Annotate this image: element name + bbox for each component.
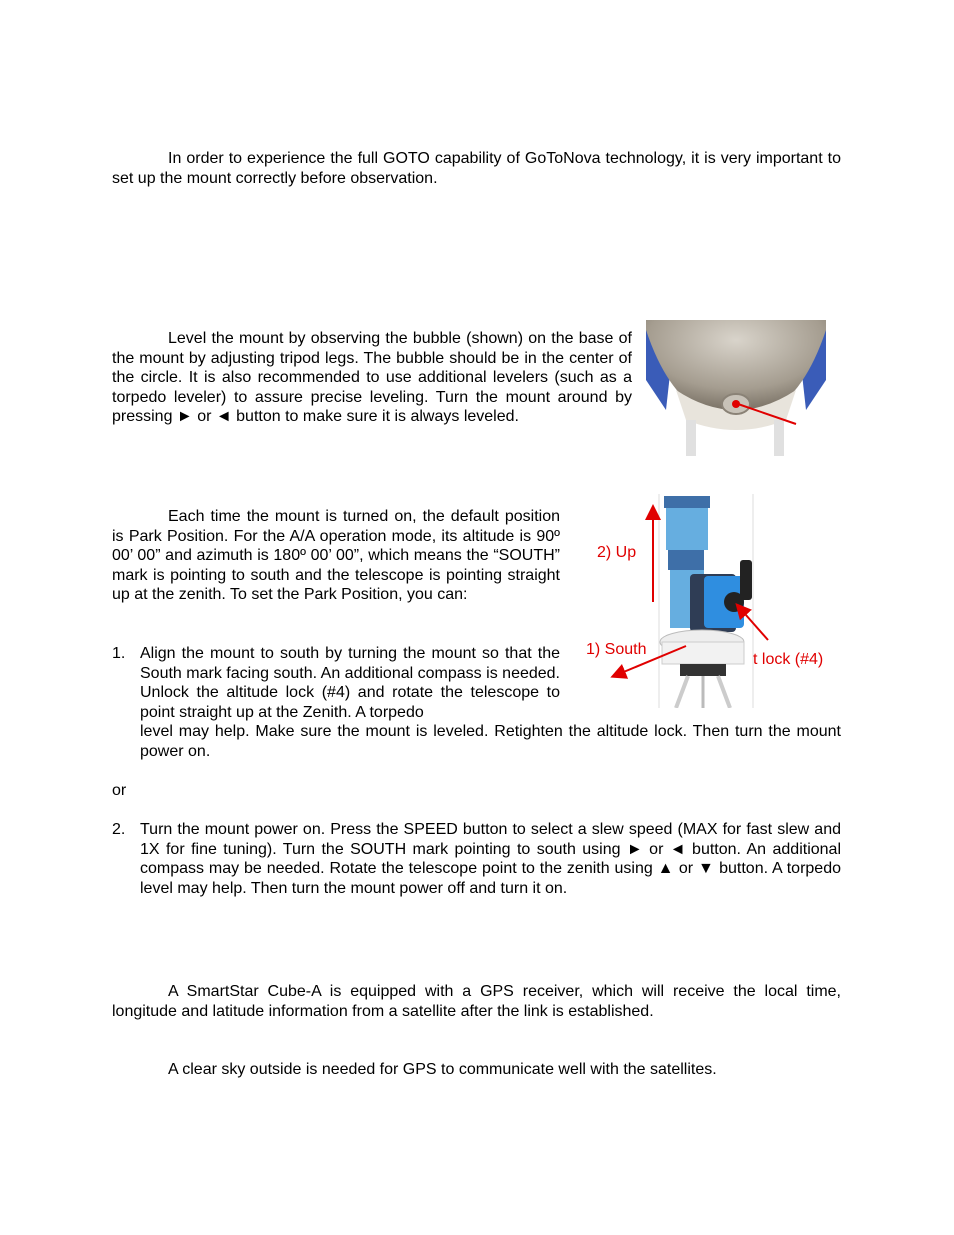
bubble-level-photo xyxy=(646,320,826,456)
list-item-2: Turn the mount power on. Press the SPEED button to select a slew speed (MAX for fast slew and 1X for fine tuning). Turn the SOUTH mark pointing to south using ► or ◄ button. An additional compass may be needed. Rotate the telescope point to the zenith using ▲ or ▼ button. A torpedo level may help. Then turn the mount power off and turn it on. xyxy=(140,821,841,897)
label-altitude-lock: t lock (#4) xyxy=(753,651,824,668)
intro-paragraph: In order to experience the full GOTO capability of GoToNova technology, it is very important to set up the mount correctly before observation. xyxy=(112,150,841,187)
telescope-park-figure xyxy=(580,494,835,708)
list-item-1-top: Align the mount to south by turning the mount so that the South mark facing south. An additional compass is needed. Unlock the altitude lock (#4) and rotate the telescope to point straight up at the Zenith. A torpedo xyxy=(140,645,560,721)
level-paragraph: Level the mount by observing the bubble (shown) on the base of the mount by adjusting tripod legs. The bubble should be in the center of the circle. It is also recommended to use additional levelers (such as a torpedo leveler) to assure precise leveling. Turn the mount around by pressing ► or ◄ button to make sure it is always leveled. xyxy=(112,330,632,426)
or-text: or xyxy=(112,782,127,799)
gps-paragraph-2: A clear sky outside is needed for GPS to communicate well with the satellites. xyxy=(168,1061,717,1078)
gps-paragraph-1: A SmartStar Cube-A is equipped with a GPS receiver, which will receive the local time, longitude and latitude information from a satellite after the link is established. xyxy=(112,983,841,1020)
label-up: 2) Up xyxy=(597,544,637,561)
park-paragraph: Each time the mount is turned on, the default position is Park Position. For the A/A operation mode, its altitude is 90º 00’ 00” and azimuth is 180º 00’ 00”, which means the “SOUTH” mark is pointing to south and the telescope is pointing straight up at the zenith. To set the Park Position, you can: xyxy=(112,508,560,604)
list-number-1: 1. xyxy=(112,645,126,662)
label-south: 1) South xyxy=(586,641,647,658)
list-number-2: 2. xyxy=(112,821,126,838)
list-item-1-bottom: level may help. Make sure the mount is leveled. Retighten the altitude lock. Then turn the mount power on. xyxy=(140,723,841,760)
